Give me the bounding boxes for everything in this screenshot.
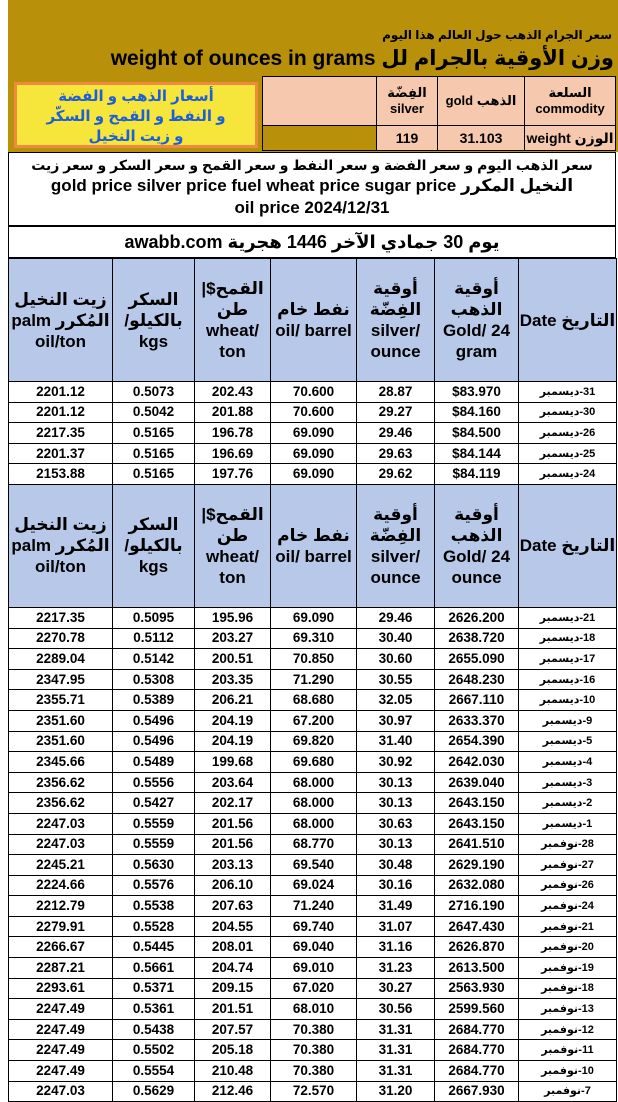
cell-palm: 2212.79 — [9, 896, 113, 917]
cell-sugar: 0.5165 — [113, 443, 195, 464]
cell-oil: 69.010 — [271, 958, 357, 979]
cell-silver: 31.07 — [357, 916, 435, 937]
cell-date: 28-نوفمبر — [519, 834, 617, 855]
cell-date: 3-ديسمبر — [519, 772, 617, 793]
cell-date: 1-ديسمبر — [519, 813, 617, 834]
weight-table — [262, 76, 616, 151]
cell-date: 31-ديسمبر — [519, 382, 617, 403]
column-header-silver: أوقية الفِضّة silver/ ounce — [357, 484, 435, 607]
cell-silver: 29.46 — [357, 607, 435, 628]
cell-silver: 31.23 — [357, 958, 435, 979]
cell-wheat: 207.63 — [195, 896, 271, 917]
column-header-sugar: السكر بالكيلو/ kgs — [113, 259, 195, 382]
cell-silver: 31.31 — [357, 1019, 435, 1040]
cell-palm: 2247.49 — [9, 999, 113, 1020]
table-row — [9, 1019, 617, 1040]
cell-gold: 2599.560 — [435, 999, 519, 1020]
description-line: oil price 2024/12/31 — [234, 198, 390, 217]
column-header-date: التاريخ Date — [519, 484, 617, 607]
cell-oil: 68.680 — [271, 690, 357, 711]
table-row — [9, 402, 617, 423]
cell-silver: 31.49 — [357, 896, 435, 917]
cell-oil: 68.010 — [271, 999, 357, 1020]
cell-wheat: 205.18 — [195, 1040, 271, 1061]
cell-silver: 29.46 — [357, 423, 435, 444]
cell-gold: 2613.500 — [435, 958, 519, 979]
table-row — [9, 1040, 617, 1061]
cell-oil: 70.380 — [271, 1061, 357, 1082]
cell-palm: 2347.95 — [9, 669, 113, 690]
cell-palm: 2289.04 — [9, 649, 113, 670]
table-row — [9, 937, 617, 958]
cell-oil: 70.600 — [271, 382, 357, 403]
cell-gold: $84.144 — [435, 443, 519, 464]
cell-silver: 30.63 — [357, 813, 435, 834]
cell-date: 5-ديسمبر — [519, 731, 617, 752]
cell-silver: 30.48 — [357, 855, 435, 876]
cell-wheat: 204.74 — [195, 958, 271, 979]
cell-palm: 2279.91 — [9, 916, 113, 937]
cell-palm: 2247.03 — [9, 834, 113, 855]
cell-date: 19-نوفمبر — [519, 958, 617, 979]
commodities-badge — [14, 82, 258, 148]
cell-gold: 2684.770 — [435, 1040, 519, 1061]
cell-wheat: 201.56 — [195, 834, 271, 855]
cell-palm: 2287.21 — [9, 958, 113, 979]
cell-date: 18-نوفمبر — [519, 978, 617, 999]
cell-gold: $84.119 — [435, 464, 519, 485]
cell-sugar: 0.5112 — [113, 628, 195, 649]
cell-sugar: 0.5165 — [113, 423, 195, 444]
column-header-wheat: القمح$| طن wheat/ ton — [195, 484, 271, 607]
cell-gold: 2684.770 — [435, 1019, 519, 1040]
cell-oil: 69.090 — [271, 464, 357, 485]
cell-wheat: 212.46 — [195, 1081, 271, 1102]
cell-sugar: 0.5438 — [113, 1019, 195, 1040]
cell-gold: 2667.110 — [435, 690, 519, 711]
table-row — [9, 710, 617, 731]
cell-wheat: 206.21 — [195, 690, 271, 711]
cell-gold: 2655.090 — [435, 649, 519, 670]
cell-wheat: 197.76 — [195, 464, 271, 485]
table-row — [9, 855, 617, 876]
cell-oil: 68.770 — [271, 834, 357, 855]
cell-wheat: 206.10 — [195, 875, 271, 896]
cell-sugar: 0.5496 — [113, 731, 195, 752]
cell-sugar: 0.5630 — [113, 855, 195, 876]
cell-date: 24-ديسمبر — [519, 464, 617, 485]
cell-palm: 2247.49 — [9, 1040, 113, 1061]
cell-date: 26-نوفمبر — [519, 875, 617, 896]
cell-wheat: 201.88 — [195, 402, 271, 423]
column-header-date: التاريخ Date — [519, 259, 617, 382]
cell-sugar: 0.5496 — [113, 710, 195, 731]
cell-sugar: 0.5042 — [113, 402, 195, 423]
cell-palm: 2201.12 — [9, 402, 113, 423]
column-header-sugar: السكر بالكيلو/ kgs — [113, 484, 195, 607]
cell-oil: 69.820 — [271, 731, 357, 752]
cell-silver: 32.05 — [357, 690, 435, 711]
column-header-gold: أوقية الذهب Gold/ 24 ounce — [435, 484, 519, 607]
cell-wheat: 196.78 — [195, 423, 271, 444]
cell-gold: 2684.770 — [435, 1061, 519, 1082]
cell-silver: 30.27 — [357, 978, 435, 999]
cell-oil: 68.000 — [271, 813, 357, 834]
cell-palm: 2270.78 — [9, 628, 113, 649]
cell-date: 21-نوفمبر — [519, 916, 617, 937]
cell-wheat: 195.96 — [195, 607, 271, 628]
cell-date: 20-نوفمبر — [519, 937, 617, 958]
cell-gold: 2639.040 — [435, 772, 519, 793]
cell-sugar: 0.5073 — [113, 382, 195, 403]
table-row — [9, 772, 617, 793]
prices-table — [8, 258, 617, 1102]
cell-silver: 29.62 — [357, 464, 435, 485]
cell-wheat: 210.48 — [195, 1061, 271, 1082]
cell-gold: $84.500 — [435, 423, 519, 444]
cell-wheat: 201.51 — [195, 999, 271, 1020]
blank-cell — [263, 77, 377, 126]
cell-palm: 2266.67 — [9, 937, 113, 958]
cell-date: 9-ديسمبر — [519, 710, 617, 731]
cell-date: 21-ديسمبر — [519, 607, 617, 628]
cell-palm: 2351.60 — [9, 710, 113, 731]
cell-oil: 69.680 — [271, 752, 357, 773]
cell-date: 26-ديسمبر — [519, 423, 617, 444]
gold-weight: 31.103 — [438, 126, 525, 151]
cell-wheat: 203.13 — [195, 855, 271, 876]
table-row — [9, 423, 617, 444]
cell-sugar: 0.5556 — [113, 772, 195, 793]
column-header-palm: زيت النخيل المُكرر palm oil/ton — [9, 259, 113, 382]
cell-silver: 31.40 — [357, 731, 435, 752]
cell-palm: 2247.49 — [9, 1019, 113, 1040]
cell-gold: 2626.200 — [435, 607, 519, 628]
table-row — [9, 875, 617, 896]
weight-label: الوزن weight — [525, 126, 616, 151]
cell-oil: 67.200 — [271, 710, 357, 731]
table-row — [9, 834, 617, 855]
table-header-row — [9, 484, 617, 607]
cell-wheat: 199.68 — [195, 752, 271, 773]
cell-gold: 2641.510 — [435, 834, 519, 855]
column-header-gold: أوقية الذهب Gold/ 24 gram — [435, 259, 519, 382]
column-header-wheat: القمح$| طن wheat/ ton — [195, 259, 271, 382]
cell-palm: 2217.35 — [9, 607, 113, 628]
cell-silver: 30.16 — [357, 875, 435, 896]
cell-palm: 2355.71 — [9, 690, 113, 711]
cell-palm: 2201.37 — [9, 443, 113, 464]
cell-silver: 31.31 — [357, 1061, 435, 1082]
cell-oil: 69.540 — [271, 855, 357, 876]
cell-silver: 30.97 — [357, 710, 435, 731]
cell-palm: 2293.61 — [9, 978, 113, 999]
cell-oil: 69.090 — [271, 423, 357, 444]
cell-oil: 69.310 — [271, 628, 357, 649]
cell-palm: 2245.21 — [9, 855, 113, 876]
table-row — [9, 793, 617, 814]
table-row — [9, 958, 617, 979]
table-row — [9, 649, 617, 670]
cell-gold: 2647.430 — [435, 916, 519, 937]
cell-oil: 69.090 — [271, 607, 357, 628]
badge-line: أسعار الذهب و الفضة — [58, 88, 214, 105]
cell-date: 12-نوفمبر — [519, 1019, 617, 1040]
badge-line: و زيت النخيل — [88, 128, 184, 145]
cell-gold: 2667.930 — [435, 1081, 519, 1102]
cell-silver: 30.92 — [357, 752, 435, 773]
table-row — [9, 752, 617, 773]
cell-palm: 2247.49 — [9, 1061, 113, 1082]
table-row — [9, 1061, 617, 1082]
table-row — [9, 669, 617, 690]
cell-gold: 2626.870 — [435, 937, 519, 958]
silver-weight: 119 — [377, 126, 438, 151]
cell-oil: 69.090 — [271, 443, 357, 464]
cell-palm: 2201.12 — [9, 382, 113, 403]
cell-oil: 71.290 — [271, 669, 357, 690]
cell-wheat: 202.43 — [195, 382, 271, 403]
cell-gold: 2643.150 — [435, 793, 519, 814]
cell-wheat: 209.15 — [195, 978, 271, 999]
cell-sugar: 0.5427 — [113, 793, 195, 814]
page-title: وزن الأوقية بالجرام لل weight of ounces in grams — [110, 47, 614, 70]
cell-date: 27-نوفمبر — [519, 855, 617, 876]
cell-gold: $84.160 — [435, 402, 519, 423]
header-top-line: سعر الجرام الذهب حول العالم هذا اليوم — [382, 28, 612, 42]
cell-palm: 2224.66 — [9, 875, 113, 896]
cell-oil: 72.570 — [271, 1081, 357, 1102]
description-box — [8, 152, 616, 226]
column-header-oil: نفط خام oil/ barrel — [271, 484, 357, 607]
cell-sugar: 0.5308 — [113, 669, 195, 690]
cell-date: 13-نوفمبر — [519, 999, 617, 1020]
cell-oil: 67.020 — [271, 978, 357, 999]
table-row — [9, 464, 617, 485]
cell-gold: 2629.190 — [435, 855, 519, 876]
cell-gold: 2638.720 — [435, 628, 519, 649]
cell-sugar: 0.5629 — [113, 1081, 195, 1102]
cell-gold: 2643.150 — [435, 813, 519, 834]
description-line: سعر الذهب اليوم و سعر الفضة و سعر النفط و سعر القمح و سعر السكر و سعر زيت — [31, 157, 593, 173]
cell-silver: 29.63 — [357, 443, 435, 464]
table-row — [9, 382, 617, 403]
table-row — [9, 628, 617, 649]
cell-palm: 2345.66 — [9, 752, 113, 773]
cell-sugar: 0.5559 — [113, 834, 195, 855]
cell-silver: 29.27 — [357, 402, 435, 423]
cell-wheat: 203.35 — [195, 669, 271, 690]
cell-wheat: 204.19 — [195, 731, 271, 752]
cell-wheat: 207.57 — [195, 1019, 271, 1040]
cell-gold: 2563.930 — [435, 978, 519, 999]
cell-sugar: 0.5559 — [113, 813, 195, 834]
cell-sugar: 0.5554 — [113, 1061, 195, 1082]
cell-date: 30-ديسمبر — [519, 402, 617, 423]
cell-wheat: 196.69 — [195, 443, 271, 464]
cell-date: 17-ديسمبر — [519, 649, 617, 670]
table-row — [9, 916, 617, 937]
cell-wheat: 204.19 — [195, 710, 271, 731]
cell-palm: 2351.60 — [9, 731, 113, 752]
cell-date: 7-نوفمبر — [519, 1081, 617, 1102]
cell-sugar: 0.5095 — [113, 607, 195, 628]
cell-palm: 2247.03 — [9, 813, 113, 834]
table-row — [9, 607, 617, 628]
cell-silver: 30.56 — [357, 999, 435, 1020]
cell-sugar: 0.5361 — [113, 999, 195, 1020]
cell-silver: 31.31 — [357, 1040, 435, 1061]
cell-sugar: 0.5576 — [113, 875, 195, 896]
cell-silver: 30.55 — [357, 669, 435, 690]
hijri-date-line: يوم 30 جمادي الآخر 1446 هجرية awabb.com — [8, 226, 616, 258]
table-row — [9, 896, 617, 917]
table-header-row — [9, 259, 617, 382]
cell-sugar: 0.5142 — [113, 649, 195, 670]
cell-sugar: 0.5661 — [113, 958, 195, 979]
cell-silver: 30.40 — [357, 628, 435, 649]
blank-cell — [263, 126, 377, 151]
table-row — [9, 1081, 617, 1102]
cell-date: 18-ديسمبر — [519, 628, 617, 649]
cell-oil: 70.380 — [271, 1040, 357, 1061]
cell-palm: 2217.35 — [9, 423, 113, 444]
table-row — [9, 690, 617, 711]
cell-wheat: 204.55 — [195, 916, 271, 937]
table-row — [9, 813, 617, 834]
column-header-oil: نفط خام oil/ barrel — [271, 259, 357, 382]
cell-date: 10-ديسمبر — [519, 690, 617, 711]
column-header-silver: أوقية الفِضّة silver/ ounce — [357, 259, 435, 382]
cell-oil: 69.040 — [271, 937, 357, 958]
cell-oil: 69.740 — [271, 916, 357, 937]
silver-header: الفِضّة silver — [377, 77, 438, 126]
cell-sugar: 0.5165 — [113, 464, 195, 485]
cell-wheat: 200.51 — [195, 649, 271, 670]
cell-silver: 31.20 — [357, 1081, 435, 1102]
cell-wheat: 203.27 — [195, 628, 271, 649]
cell-wheat: 201.56 — [195, 813, 271, 834]
cell-gold: $83.970 — [435, 382, 519, 403]
cell-gold: 2632.080 — [435, 875, 519, 896]
cell-oil: 70.850 — [271, 649, 357, 670]
cell-date: 10-نوفمبر — [519, 1061, 617, 1082]
cell-oil: 71.240 — [271, 896, 357, 917]
cell-date: 2-ديسمبر — [519, 793, 617, 814]
cell-silver: 30.13 — [357, 834, 435, 855]
cell-palm: 2153.88 — [9, 464, 113, 485]
cell-sugar: 0.5445 — [113, 937, 195, 958]
cell-wheat: 202.17 — [195, 793, 271, 814]
column-header-palm: زيت النخيل المُكرر palm oil/ton — [9, 484, 113, 607]
table-row — [9, 999, 617, 1020]
cell-silver: 30.13 — [357, 793, 435, 814]
cell-sugar: 0.5489 — [113, 752, 195, 773]
table-row — [9, 978, 617, 999]
cell-date: 4-ديسمبر — [519, 752, 617, 773]
cell-oil: 70.380 — [271, 1019, 357, 1040]
description-line: النخيل المكرر gold price silver price fuel wheat price sugar price — [50, 176, 574, 195]
cell-oil: 68.000 — [271, 793, 357, 814]
cell-oil: 69.024 — [271, 875, 357, 896]
cell-gold: 2642.030 — [435, 752, 519, 773]
cell-gold: 2633.370 — [435, 710, 519, 731]
cell-date: 24-نوفمبر — [519, 896, 617, 917]
cell-gold: 2654.390 — [435, 731, 519, 752]
cell-wheat: 208.01 — [195, 937, 271, 958]
cell-silver: 28.87 — [357, 382, 435, 403]
cell-date: 11-نوفمبر — [519, 1040, 617, 1061]
gold-header: الذهب gold — [438, 77, 525, 126]
cell-sugar: 0.5502 — [113, 1040, 195, 1061]
cell-oil: 70.600 — [271, 402, 357, 423]
cell-silver: 30.13 — [357, 772, 435, 793]
cell-palm: 2356.62 — [9, 772, 113, 793]
cell-wheat: 203.64 — [195, 772, 271, 793]
cell-silver: 30.60 — [357, 649, 435, 670]
cell-gold: 2716.190 — [435, 896, 519, 917]
commodity-header: السلعة commodity — [525, 77, 616, 126]
cell-sugar: 0.5528 — [113, 916, 195, 937]
table-row — [9, 731, 617, 752]
cell-sugar: 0.5538 — [113, 896, 195, 917]
cell-gold: 2648.230 — [435, 669, 519, 690]
cell-sugar: 0.5389 — [113, 690, 195, 711]
cell-sugar: 0.5371 — [113, 978, 195, 999]
cell-silver: 31.16 — [357, 937, 435, 958]
cell-palm: 2247.03 — [9, 1081, 113, 1102]
cell-date: 16-ديسمبر — [519, 669, 617, 690]
badge-line: و النفط و القمح و السكّر — [46, 108, 226, 125]
table-row — [9, 443, 617, 464]
cell-oil: 68.000 — [271, 772, 357, 793]
cell-palm: 2356.62 — [9, 793, 113, 814]
cell-date: 25-ديسمبر — [519, 443, 617, 464]
